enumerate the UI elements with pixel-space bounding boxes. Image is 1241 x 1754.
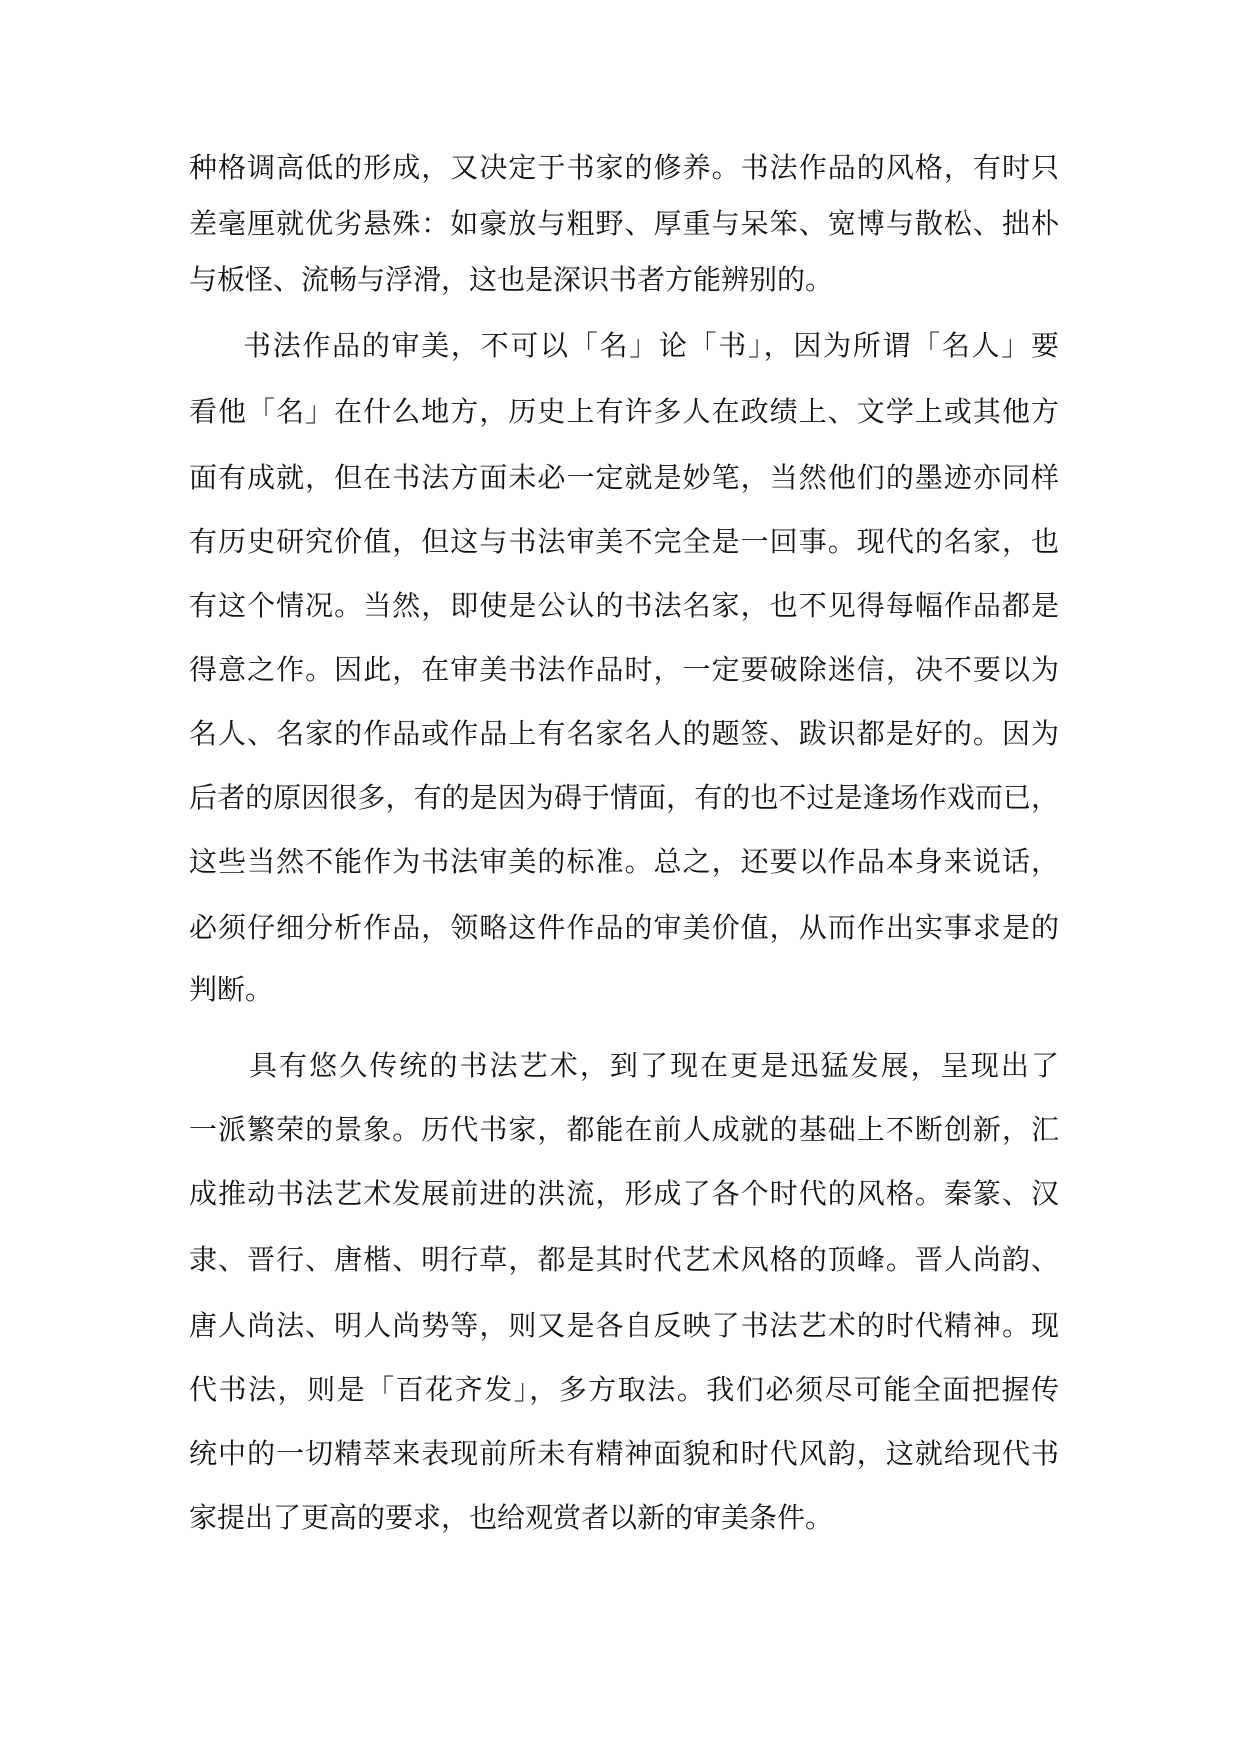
text-line: 面有成就，但在书法方面未必一定就是妙笔，当然他们的墨迹亦同样 <box>189 461 1059 494</box>
text-line: 代书法，则是「百花齐发」，多方取法。我们必须尽可能全面把握传 <box>189 1373 1059 1406</box>
text-line: 与板怪、流畅与浮滑，这也是深识书者方能辨别的。 <box>189 263 834 296</box>
text-line: 家提出了更高的要求，也给观赏者以新的审美条件。 <box>189 1501 834 1534</box>
text-line: 有历史研究价值，但这与书法审美不完全是一回事。现代的名家，也 <box>189 525 1059 558</box>
text-line: 必须仔细分析作品，领略这件作品的审美价值，从而作出实事求是的 <box>189 911 1059 944</box>
text-line: 看他「名」在什么地方，历史上有许多人在政绩上、文学上或其他方 <box>189 395 1059 428</box>
text-line: 名人、名家的作品或作品上有名家名人的题签、跋识都是好的。因为 <box>189 717 1059 750</box>
text-line: 有这个情况。当然，即使是公认的书法名家，也不见得每幅作品都是 <box>189 589 1059 622</box>
text-line: 差毫厘就优劣悬殊：如豪放与粗野、厚重与呆笨、宽博与散松、拙朴 <box>189 207 1059 240</box>
text-line: 种格调高低的形成，又决定于书家的修养。书法作品的风格，有时只 <box>189 151 1059 184</box>
text-line: 书法作品的审美，不可以「名」论「书」，因为所谓「名人」要 <box>243 329 1059 362</box>
text-line: 得意之作。因此，在审美书法作品时，一定要破除迷信，决不要以为 <box>189 653 1059 686</box>
text-line: 这些当然不能作为书法审美的标准。总之，还要以作品本身来说话， <box>189 845 1059 878</box>
text-line: 唐人尚法、明人尚势等，则又是各自反映了书法艺术的时代精神。现 <box>189 1309 1059 1342</box>
text-line: 具有悠久传统的书法艺术，到了现在更是迅猛发展，呈现出了 <box>249 1049 1059 1082</box>
text-line: 判断。 <box>189 973 274 1006</box>
text-line: 后者的原因很多，有的是因为碍于情面，有的也不过是逢场作戏而已， <box>189 781 1059 814</box>
text-line: 一派繁荣的景象。历代书家，都能在前人成就的基础上不断创新，汇 <box>189 1113 1059 1146</box>
text-line: 成推动书法艺术发展前进的洪流，形成了各个时代的风格。秦篆、汉 <box>189 1177 1059 1210</box>
text-line: 隶、晋行、唐楷、明行草，都是其时代艺术风格的顶峰。晋人尚韵、 <box>189 1243 1059 1276</box>
text-line: 统中的一切精萃来表现前所未有精神面貌和时代风韵，这就给现代书 <box>189 1437 1059 1470</box>
